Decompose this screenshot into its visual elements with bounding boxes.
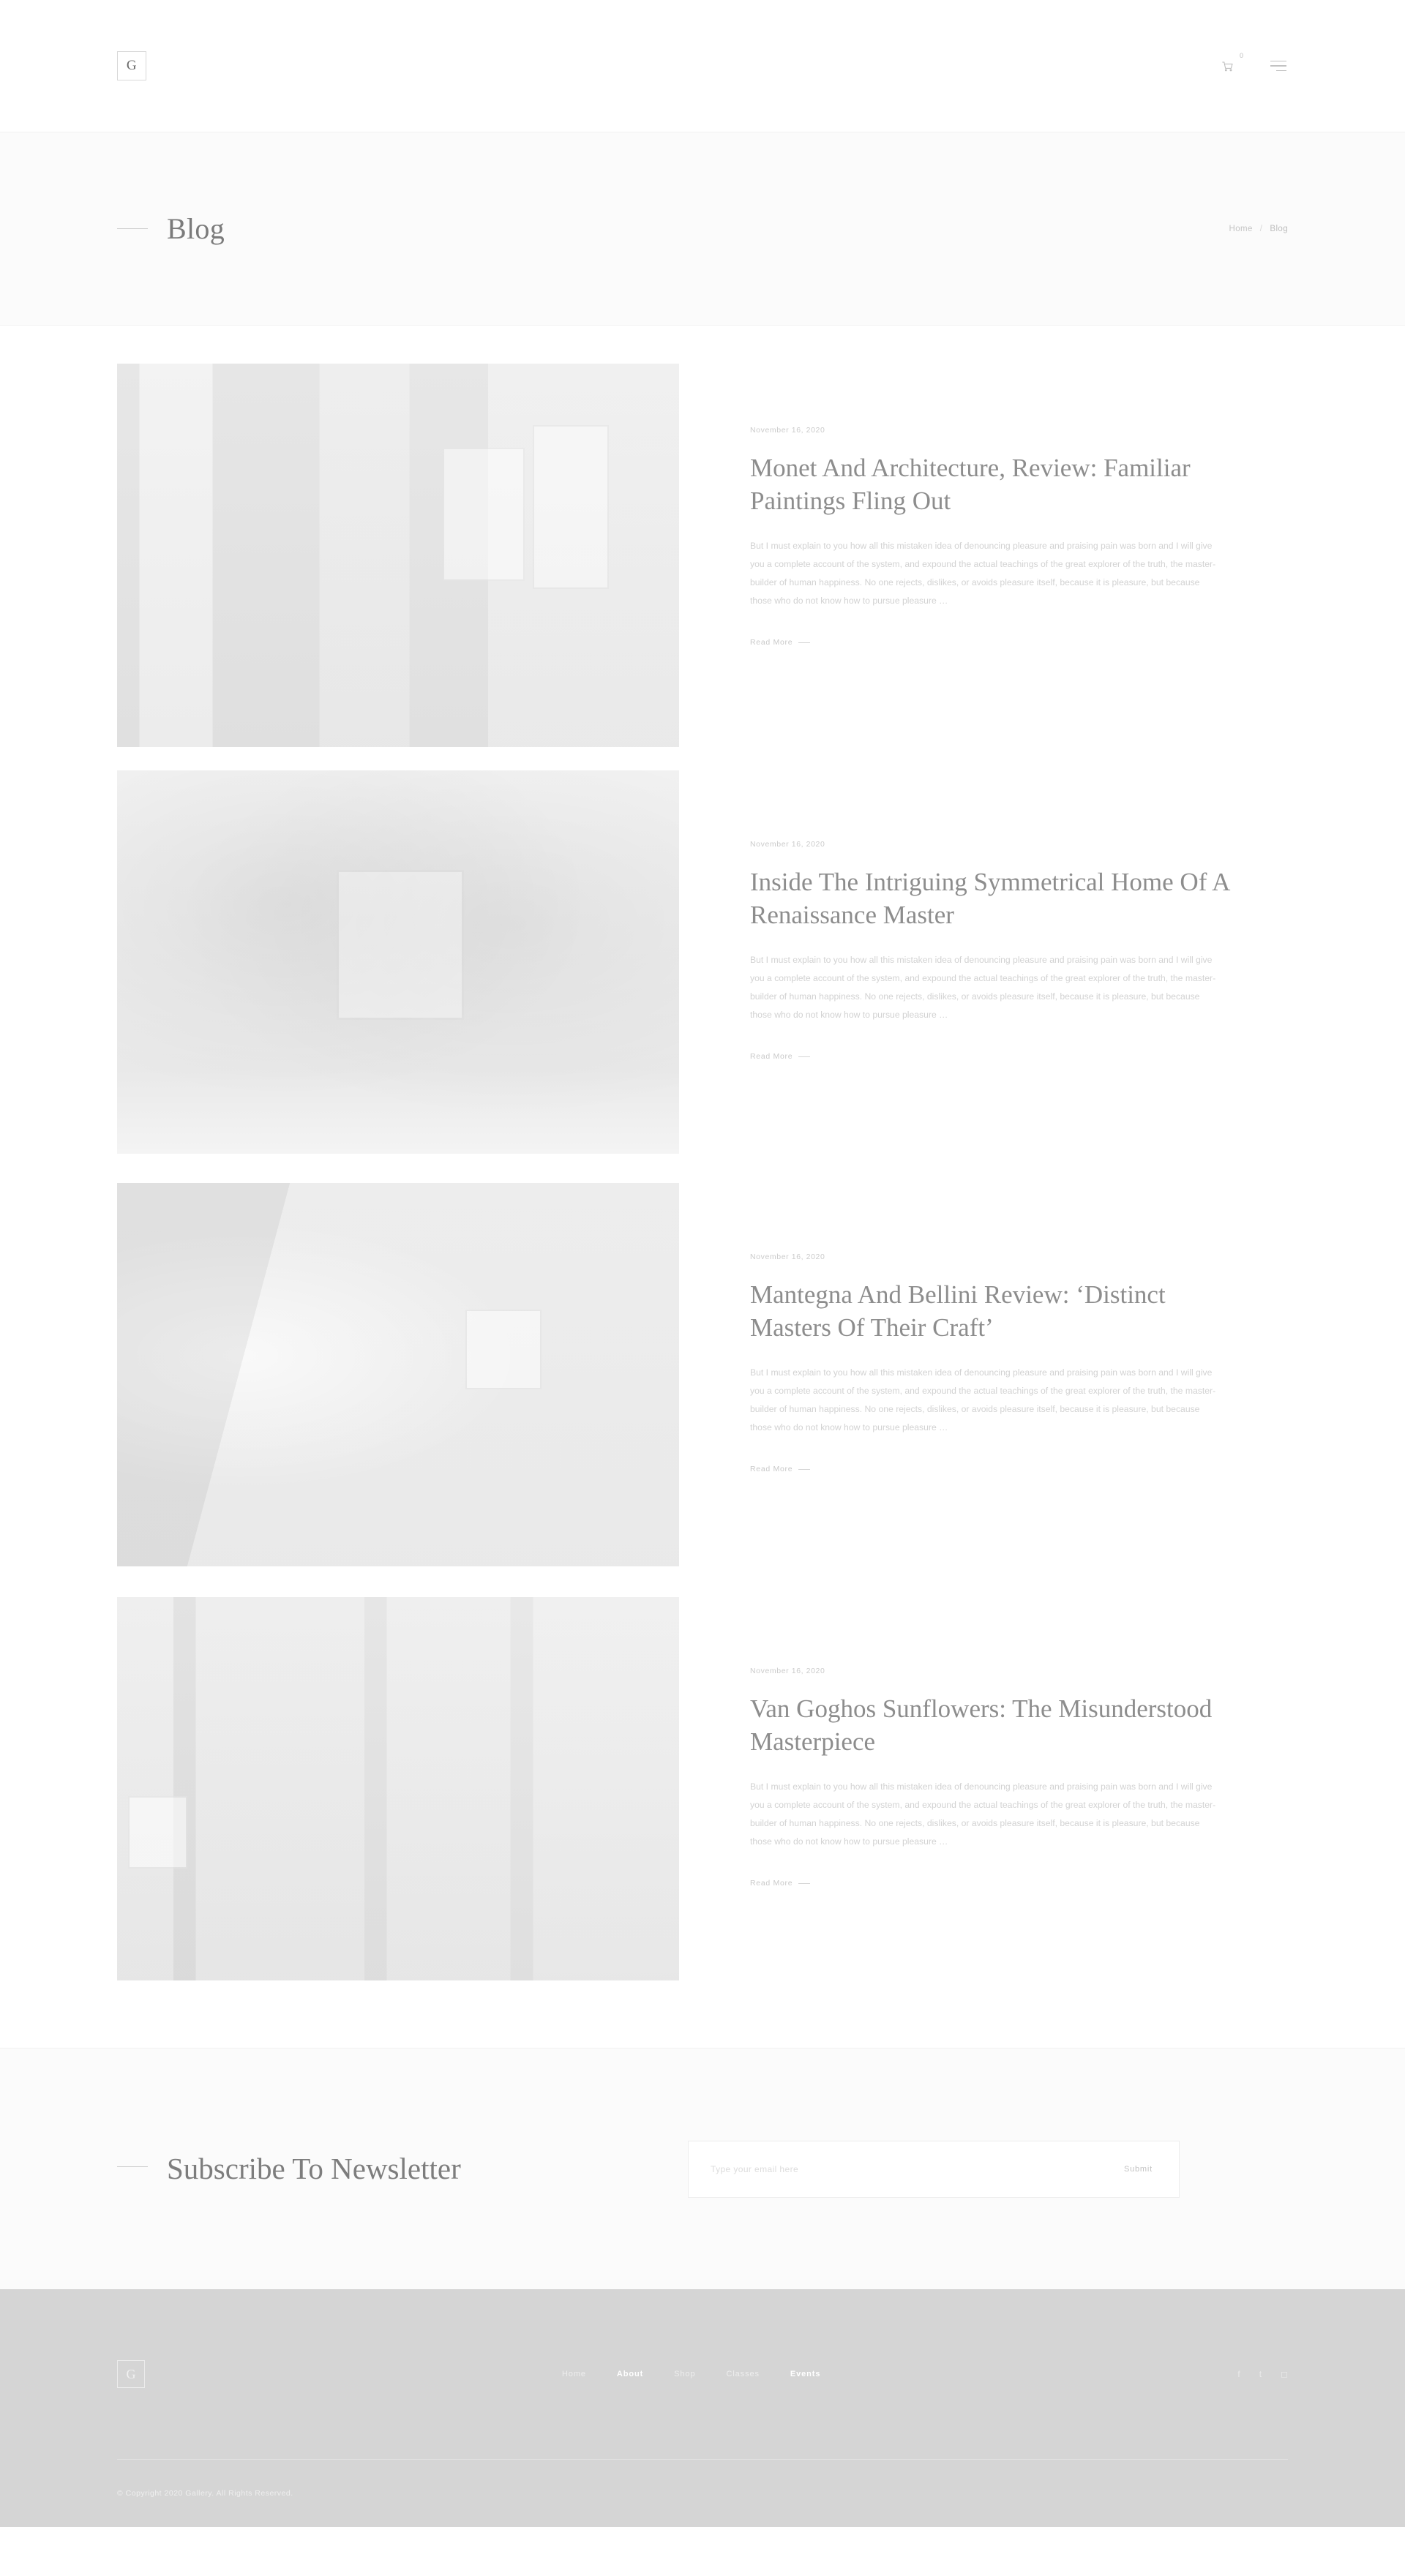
post-thumbnail[interactable] (117, 1183, 679, 1566)
post-date: November 16, 2020 (750, 1667, 825, 1675)
read-more-link[interactable] (750, 1052, 810, 1061)
footer-logo[interactable] (117, 2360, 145, 2388)
blog-post-item (117, 770, 1288, 1154)
instagram-icon[interactable]: ◻ (1281, 2369, 1288, 2379)
post-date: November 16, 2020 (750, 426, 825, 435)
footer-top (117, 2289, 1288, 2459)
burger-bar (1270, 61, 1286, 62)
page-banner (0, 132, 1405, 326)
post-excerpt: But I must explain to you how all this mistaken idea of denouncing pleasure and praising pain was born and I will give you a complete account of the system, and expound the actual teachings of the great explorer of the truth, the master-builder of human happiness. No one rejects, dislikes, or avoids pleasure itself, because it is pleasure, but because those who do not know how to pursue pleasure … (750, 1781, 1216, 1847)
footer-nav-about[interactable]: About (616, 2370, 644, 2378)
burger-bar (1270, 65, 1286, 67)
post-excerpt: But I must explain to you how all this mistaken idea of denouncing pleasure and praising pain was born and I will give you a complete account of the system, and expound the actual teachings of the great explorer of the truth, the master-builder of human happiness. No one rejects, dislikes, or avoids pleasure itself, because it is pleasure, but because those who do not know how to pursue pleasure … (750, 1367, 1216, 1432)
post-content (679, 364, 1288, 648)
header-actions (1218, 52, 1288, 75)
twitter-icon[interactable]: t (1259, 2369, 1262, 2379)
footer-nav-shop[interactable]: Shop (674, 2370, 696, 2378)
title-rule (117, 228, 148, 229)
post-date: November 16, 2020 (750, 1253, 825, 1261)
newsletter-heading-group (117, 2147, 644, 2190)
arrow-right-icon (798, 1883, 810, 1884)
arrow-right-icon (798, 1469, 810, 1470)
copyright-text: © Copyright 2020 Gallery. All Rights Reserved. (117, 2488, 293, 2498)
footer-nav (562, 2370, 820, 2378)
post-title[interactable]: Inside The Intriguing Symmetrical Home Of A Renaissance Master (750, 868, 1229, 929)
post-date: November 16, 2020 (750, 840, 825, 849)
post-content (679, 770, 1288, 1062)
post-image (117, 770, 679, 1154)
read-more-label: Read More (750, 638, 793, 647)
post-image (117, 364, 679, 747)
cart-icon[interactable] (1218, 52, 1243, 75)
site-logo[interactable] (117, 51, 146, 80)
footer-nav-events[interactable]: Events (790, 2370, 821, 2378)
breadcrumb-home[interactable]: Home (1229, 224, 1253, 233)
read-more-link[interactable] (750, 1465, 810, 1473)
read-more-label: Read More (750, 1465, 793, 1474)
page-title: Blog (167, 212, 225, 245)
footer-bottom (117, 2459, 1288, 2526)
post-title[interactable]: Mantegna And Bellini Review: ‘Distinct Masters Of Their Craft’ (750, 1280, 1166, 1342)
post-title[interactable]: Van Goghos Sunflowers: The Misunderstood Masterpiece (750, 1694, 1213, 1756)
blog-post-item (117, 1183, 1288, 1566)
cart-count-badge: 0 (1239, 52, 1243, 59)
post-content (679, 1183, 1288, 1475)
breadcrumb-current: Blog (1270, 224, 1288, 233)
post-excerpt: But I must explain to you how all this mistaken idea of denouncing pleasure and praising pain was born and I will give you a complete account of the system, and expound the actual teachings of the great explorer of the truth, the master-builder of human happiness. No one rejects, dislikes, or avoids pleasure itself, because it is pleasure, but because those who do not know how to pursue pleasure … (750, 540, 1216, 606)
breadcrumb-separator: / (1259, 224, 1263, 233)
newsletter-rule (117, 2166, 148, 2167)
read-more-label: Read More (750, 1879, 793, 1888)
hamburger-bars (1270, 61, 1286, 72)
burger-bar (1276, 70, 1286, 72)
footer-logo-letter: G (126, 2366, 136, 2381)
newsletter-submit-button[interactable]: Submit (1123, 2164, 1153, 2174)
site-footer (0, 2289, 1405, 2527)
post-title[interactable]: Monet And Architecture, Review: Familiar Paintings Fling Out (750, 454, 1191, 515)
newsletter-form (688, 2141, 1180, 2198)
footer-social-links (1237, 2369, 1288, 2379)
site-header (0, 0, 1405, 132)
breadcrumb (1229, 225, 1288, 233)
page-title-group (117, 211, 225, 246)
post-thumbnail[interactable] (117, 1597, 679, 1980)
facebook-icon[interactable]: f (1237, 2369, 1240, 2379)
read-more-link[interactable] (750, 1879, 810, 1888)
blog-post-list (0, 326, 1405, 1980)
post-image (117, 1183, 679, 1566)
newsletter-section (0, 2048, 1405, 2289)
blog-post-item (117, 364, 1288, 747)
post-content (679, 1597, 1288, 1889)
footer-nav-home[interactable]: Home (561, 2370, 586, 2378)
logo-letter: G (126, 58, 138, 73)
blog-post-item (117, 1597, 1288, 1980)
newsletter-email-input[interactable] (711, 2164, 1020, 2174)
arrow-right-icon (798, 1056, 810, 1057)
post-image (117, 1597, 679, 1980)
read-more-link[interactable] (750, 638, 810, 647)
post-excerpt: But I must explain to you how all this mistaken idea of denouncing pleasure and praising pain was born and I will give you a complete account of the system, and expound the actual teachings of the great explorer of the truth, the master-builder of human happiness. No one rejects, dislikes, or avoids pleasure itself, because it is pleasure, but because those who do not know how to pursue pleasure … (750, 954, 1216, 1020)
hamburger-menu-icon[interactable] (1269, 56, 1288, 75)
arrow-right-icon (798, 642, 810, 643)
post-thumbnail[interactable] (117, 770, 679, 1154)
footer-nav-classes[interactable]: Classes (726, 2370, 760, 2378)
newsletter-title: Subscribe To Newsletter (167, 2152, 461, 2186)
read-more-label: Read More (750, 1052, 793, 1062)
post-thumbnail[interactable] (117, 364, 679, 747)
